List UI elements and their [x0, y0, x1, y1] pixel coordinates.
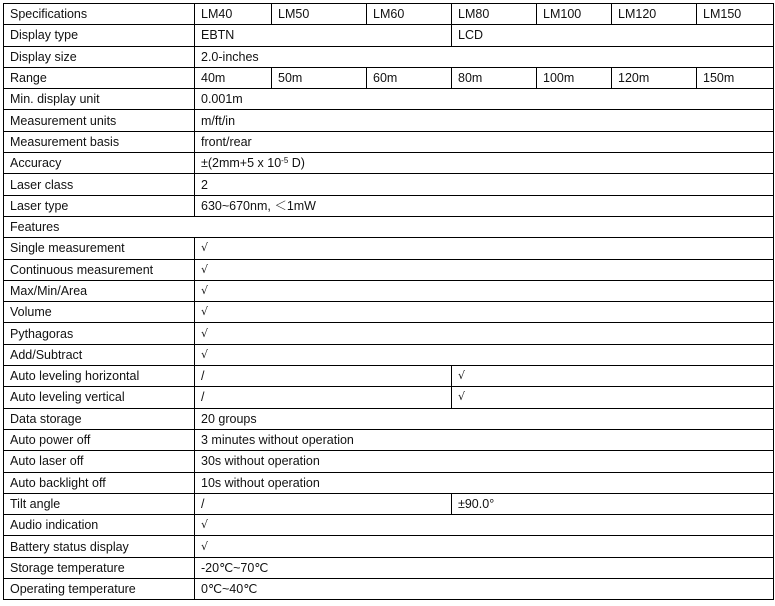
value-lm80-lm150: √: [452, 366, 774, 387]
row-label: Data storage: [4, 408, 195, 429]
check-mark: √: [195, 238, 774, 259]
row-label: Tilt angle: [4, 493, 195, 514]
features-heading: Features: [4, 216, 774, 237]
display-type-lm80-lm150: LCD: [452, 25, 774, 46]
row-label: Operating temperature: [4, 579, 195, 600]
feature-row: [4, 280, 774, 301]
model-lm80: LM80: [452, 4, 537, 25]
storage-temperature-row: [4, 557, 774, 578]
row-value: 0.001m: [195, 89, 774, 110]
row-label: Storage temperature: [4, 557, 195, 578]
value-lm80-lm150: ±90.0°: [452, 493, 774, 514]
range-lm60: 60m: [367, 67, 452, 88]
row-label: Auto backlight off: [4, 472, 195, 493]
row-label: Measurement basis: [4, 131, 195, 152]
row-label: Accuracy: [4, 153, 195, 174]
row-label: Audio indication: [4, 515, 195, 536]
row-value: 20 groups: [195, 408, 774, 429]
check-mark: √: [195, 302, 774, 323]
check-mark: √: [195, 344, 774, 365]
value-lm40-lm60: /: [195, 387, 452, 408]
accuracy-row: [4, 153, 774, 174]
display-size-row: [4, 46, 774, 67]
model-lm50: LM50: [272, 4, 367, 25]
display-type-lm40-lm60: EBTN: [195, 25, 452, 46]
auto-leveling-vertical-row: [4, 387, 774, 408]
accuracy-exponent: -5: [281, 156, 289, 166]
row-label: Pythagoras: [4, 323, 195, 344]
range-lm40: 40m: [195, 67, 272, 88]
value-lm80-lm150: √: [452, 387, 774, 408]
header-row: [4, 4, 774, 25]
model-lm100: LM100: [537, 4, 612, 25]
check-mark: √: [195, 323, 774, 344]
row-label: Add/Subtract: [4, 344, 195, 365]
row-label: Display type: [4, 25, 195, 46]
row-value: 630~670nm, ＜1mW: [195, 195, 774, 216]
laser-class-row: [4, 174, 774, 195]
header-label: Specifications: [4, 4, 195, 25]
row-label: Laser class: [4, 174, 195, 195]
row-label: Range: [4, 67, 195, 88]
model-lm120: LM120: [612, 4, 697, 25]
laser-type-row: [4, 195, 774, 216]
check-mark: √: [195, 259, 774, 280]
row-label: Measurement units: [4, 110, 195, 131]
audio-indication-row: [4, 515, 774, 536]
auto-leveling-horizontal-row: [4, 366, 774, 387]
value-lm40-lm60: /: [195, 366, 452, 387]
row-label: Laser type: [4, 195, 195, 216]
tilt-angle-row: [4, 493, 774, 514]
features-heading-row: [4, 216, 774, 237]
display-type-row: [4, 25, 774, 46]
row-value: 2: [195, 174, 774, 195]
accuracy-suffix: D): [288, 156, 305, 171]
row-value: 2.0-inches: [195, 46, 774, 67]
model-lm150: LM150: [697, 4, 774, 25]
value-lm40-lm60: /: [195, 493, 452, 514]
row-label: Auto power off: [4, 429, 195, 450]
auto-laser-off-row: [4, 451, 774, 472]
feature-row: [4, 238, 774, 259]
row-label: Display size: [4, 46, 195, 67]
row-label: Battery status display: [4, 536, 195, 557]
row-label: Max/Min/Area: [4, 280, 195, 301]
operating-temperature-row: [4, 579, 774, 600]
battery-status-row: [4, 536, 774, 557]
data-storage-row: [4, 408, 774, 429]
range-lm100: 100m: [537, 67, 612, 88]
model-lm60: LM60: [367, 4, 452, 25]
auto-power-off-row: [4, 429, 774, 450]
range-lm120: 120m: [612, 67, 697, 88]
measurement-units-row: [4, 110, 774, 131]
min-display-unit-row: [4, 89, 774, 110]
row-label: Min. display unit: [4, 89, 195, 110]
measurement-basis-row: [4, 131, 774, 152]
row-value: front/rear: [195, 131, 774, 152]
row-value: 0℃~40℃: [195, 579, 774, 600]
feature-row: [4, 344, 774, 365]
row-value: 10s without operation: [195, 472, 774, 493]
auto-backlight-off-row: [4, 472, 774, 493]
specifications-table: [3, 3, 774, 600]
check-mark: √: [195, 280, 774, 301]
row-label: Auto laser off: [4, 451, 195, 472]
range-lm50: 50m: [272, 67, 367, 88]
accuracy-value: [195, 153, 774, 174]
row-value: -20℃~70℃: [195, 557, 774, 578]
model-lm40: LM40: [195, 4, 272, 25]
feature-row: [4, 302, 774, 323]
check-mark: √: [195, 515, 774, 536]
row-label: Auto leveling vertical: [4, 387, 195, 408]
row-value: 3 minutes without operation: [195, 429, 774, 450]
accuracy-prefix: ±(2mm+5 x 10: [201, 156, 282, 171]
feature-row: [4, 323, 774, 344]
row-label: Continuous measurement: [4, 259, 195, 280]
row-label: Single measurement: [4, 238, 195, 259]
feature-row: [4, 259, 774, 280]
range-lm80: 80m: [452, 67, 537, 88]
range-lm150: 150m: [697, 67, 774, 88]
row-label: Volume: [4, 302, 195, 323]
row-value: 30s without operation: [195, 451, 774, 472]
range-row: [4, 67, 774, 88]
row-value: m/ft/in: [195, 110, 774, 131]
row-label: Auto leveling horizontal: [4, 366, 195, 387]
check-mark: √: [195, 536, 774, 557]
